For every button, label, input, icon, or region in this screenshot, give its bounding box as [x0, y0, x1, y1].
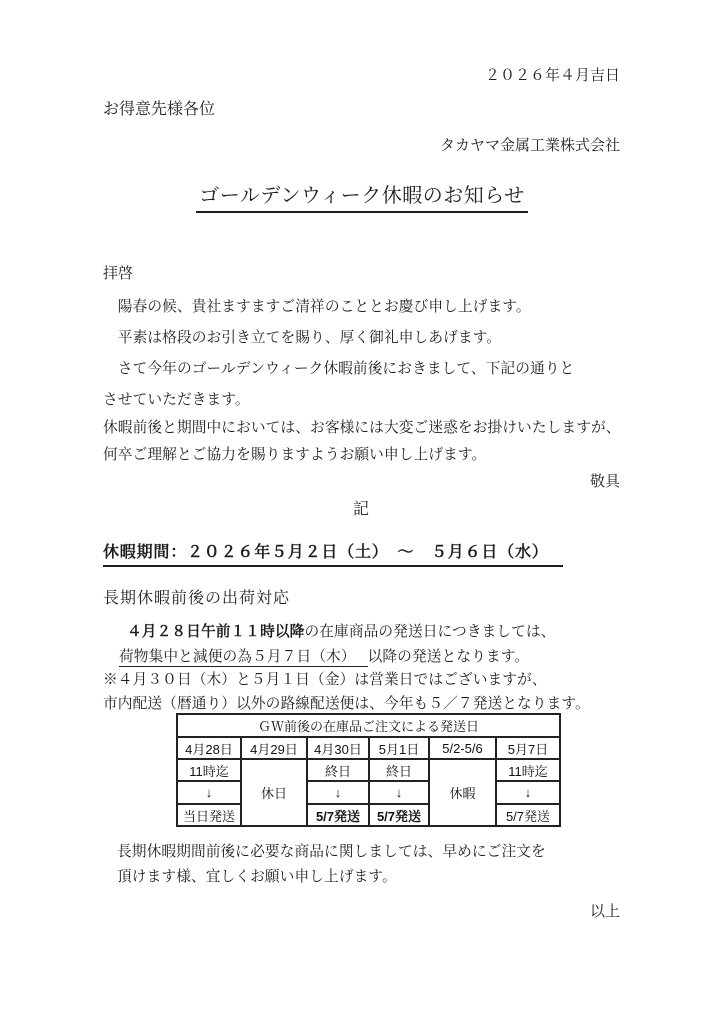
- recipient-line: お得意先様各位: [103, 101, 216, 118]
- col-header-apr28: 4月28日: [177, 737, 241, 759]
- col-header-may1: 5月1日: [369, 737, 429, 759]
- document-title: ゴールデンウィーク休暇のお知らせ: [196, 184, 527, 213]
- table-arrow-row: [177, 781, 560, 804]
- col-header-apr30: 4月30日: [307, 737, 369, 759]
- greeting-line: 休暇前後と期間中においては、お客様には大変ご迷惑をお掛けいたしますが、: [103, 420, 621, 436]
- shipping-note-line: 市内配送（暦通り）以外の路線配送便は、今年も５／７発送となります。: [103, 696, 590, 712]
- shipping-cutoff-rest: の在庫商品の発送日につきましては、: [304, 624, 556, 640]
- greeting-line: さて今年のゴールデンウィーク休暇前後におきまして、下記の通りと: [103, 361, 575, 377]
- shipping-cutoff-bold: ４月２８日午前１１時以降: [127, 624, 305, 640]
- request-line: 頂けます様、宜しくお願い申し上げます。: [117, 869, 397, 885]
- end-word: 以上: [589, 904, 620, 920]
- table-time-row: [177, 759, 560, 781]
- cell-time-may1: 終日: [369, 759, 429, 781]
- greeting-line: 陽春の候、貴社ますますご清祥のこととお慶び申し上げます。: [103, 299, 531, 315]
- col-header-may7: 5月7日: [496, 737, 560, 759]
- shipping-note-line: ※４月３０日（木）と５月１日（金）は営業日ではございますが、: [103, 672, 547, 688]
- cell-holiday-span: 休日: [241, 759, 307, 826]
- cell-vacation-span: 休暇: [429, 759, 496, 826]
- table-ship-row: [177, 804, 560, 826]
- shipping-delay-rest: 以降の発送となります。: [367, 649, 530, 665]
- company-name: タカヤマ金属工業株式会社: [439, 138, 620, 154]
- greeting-line: 何卒ご理解とご協力を賜りますようお願い申し上げます。: [103, 447, 487, 463]
- arrow-down-icon: ↓: [496, 781, 560, 804]
- shipping-heading: 長期休暇前後の出荷対応: [103, 590, 291, 607]
- col-header-may2-6: 5/2-5/6: [429, 737, 496, 759]
- greeting-line: 平素は格段のお引き立てを賜り、厚く御礼申しあげます。: [103, 330, 502, 346]
- table-caption-row: [177, 714, 560, 737]
- request-line: 長期休暇期間前後に必要な商品に関しましては、早めにご注文を: [117, 844, 546, 860]
- cell-ship-may7: 5/7発送: [496, 804, 560, 826]
- shipping-note-line: [127, 623, 556, 641]
- shipping-note-line: [119, 648, 529, 666]
- greeting-line: させていただきます。: [103, 392, 250, 408]
- cell-ship-may1: 5/7発送: [369, 804, 429, 826]
- holiday-period: 休暇期間：２０２６年５月２日（土） ～ ５月６日（水）: [103, 543, 563, 567]
- holiday-period-row: [103, 543, 563, 567]
- arrow-down-icon: ↓: [307, 781, 369, 804]
- cell-ship-apr28: 当日発送: [177, 804, 241, 826]
- title-row: [0, 184, 724, 213]
- arrow-down-icon: ↓: [177, 781, 241, 804]
- cell-time-may7: 11時迄: [496, 759, 560, 781]
- table-date-row: [177, 737, 560, 759]
- date-line: ２０２６年４月吉日: [484, 68, 620, 84]
- col-header-apr29: 4月29日: [241, 737, 307, 759]
- table-caption: ＧＷ前後の在庫品ご注文による発送日: [177, 714, 560, 737]
- shipping-delay-underline: 荷物集中と減便の為５月７日（木）: [119, 649, 368, 667]
- arrow-down-icon: ↓: [369, 781, 429, 804]
- cell-time-apr28: 11時迄: [177, 759, 241, 781]
- record-marker-row: [0, 500, 724, 520]
- closing-word: 敬具: [589, 474, 620, 490]
- cell-ship-apr30: 5/7発送: [307, 804, 369, 826]
- record-marker: 記: [352, 501, 371, 518]
- salutation: 拝啓: [103, 266, 134, 282]
- shipping-schedule-table: [176, 713, 561, 827]
- cell-time-apr30: 終日: [307, 759, 369, 781]
